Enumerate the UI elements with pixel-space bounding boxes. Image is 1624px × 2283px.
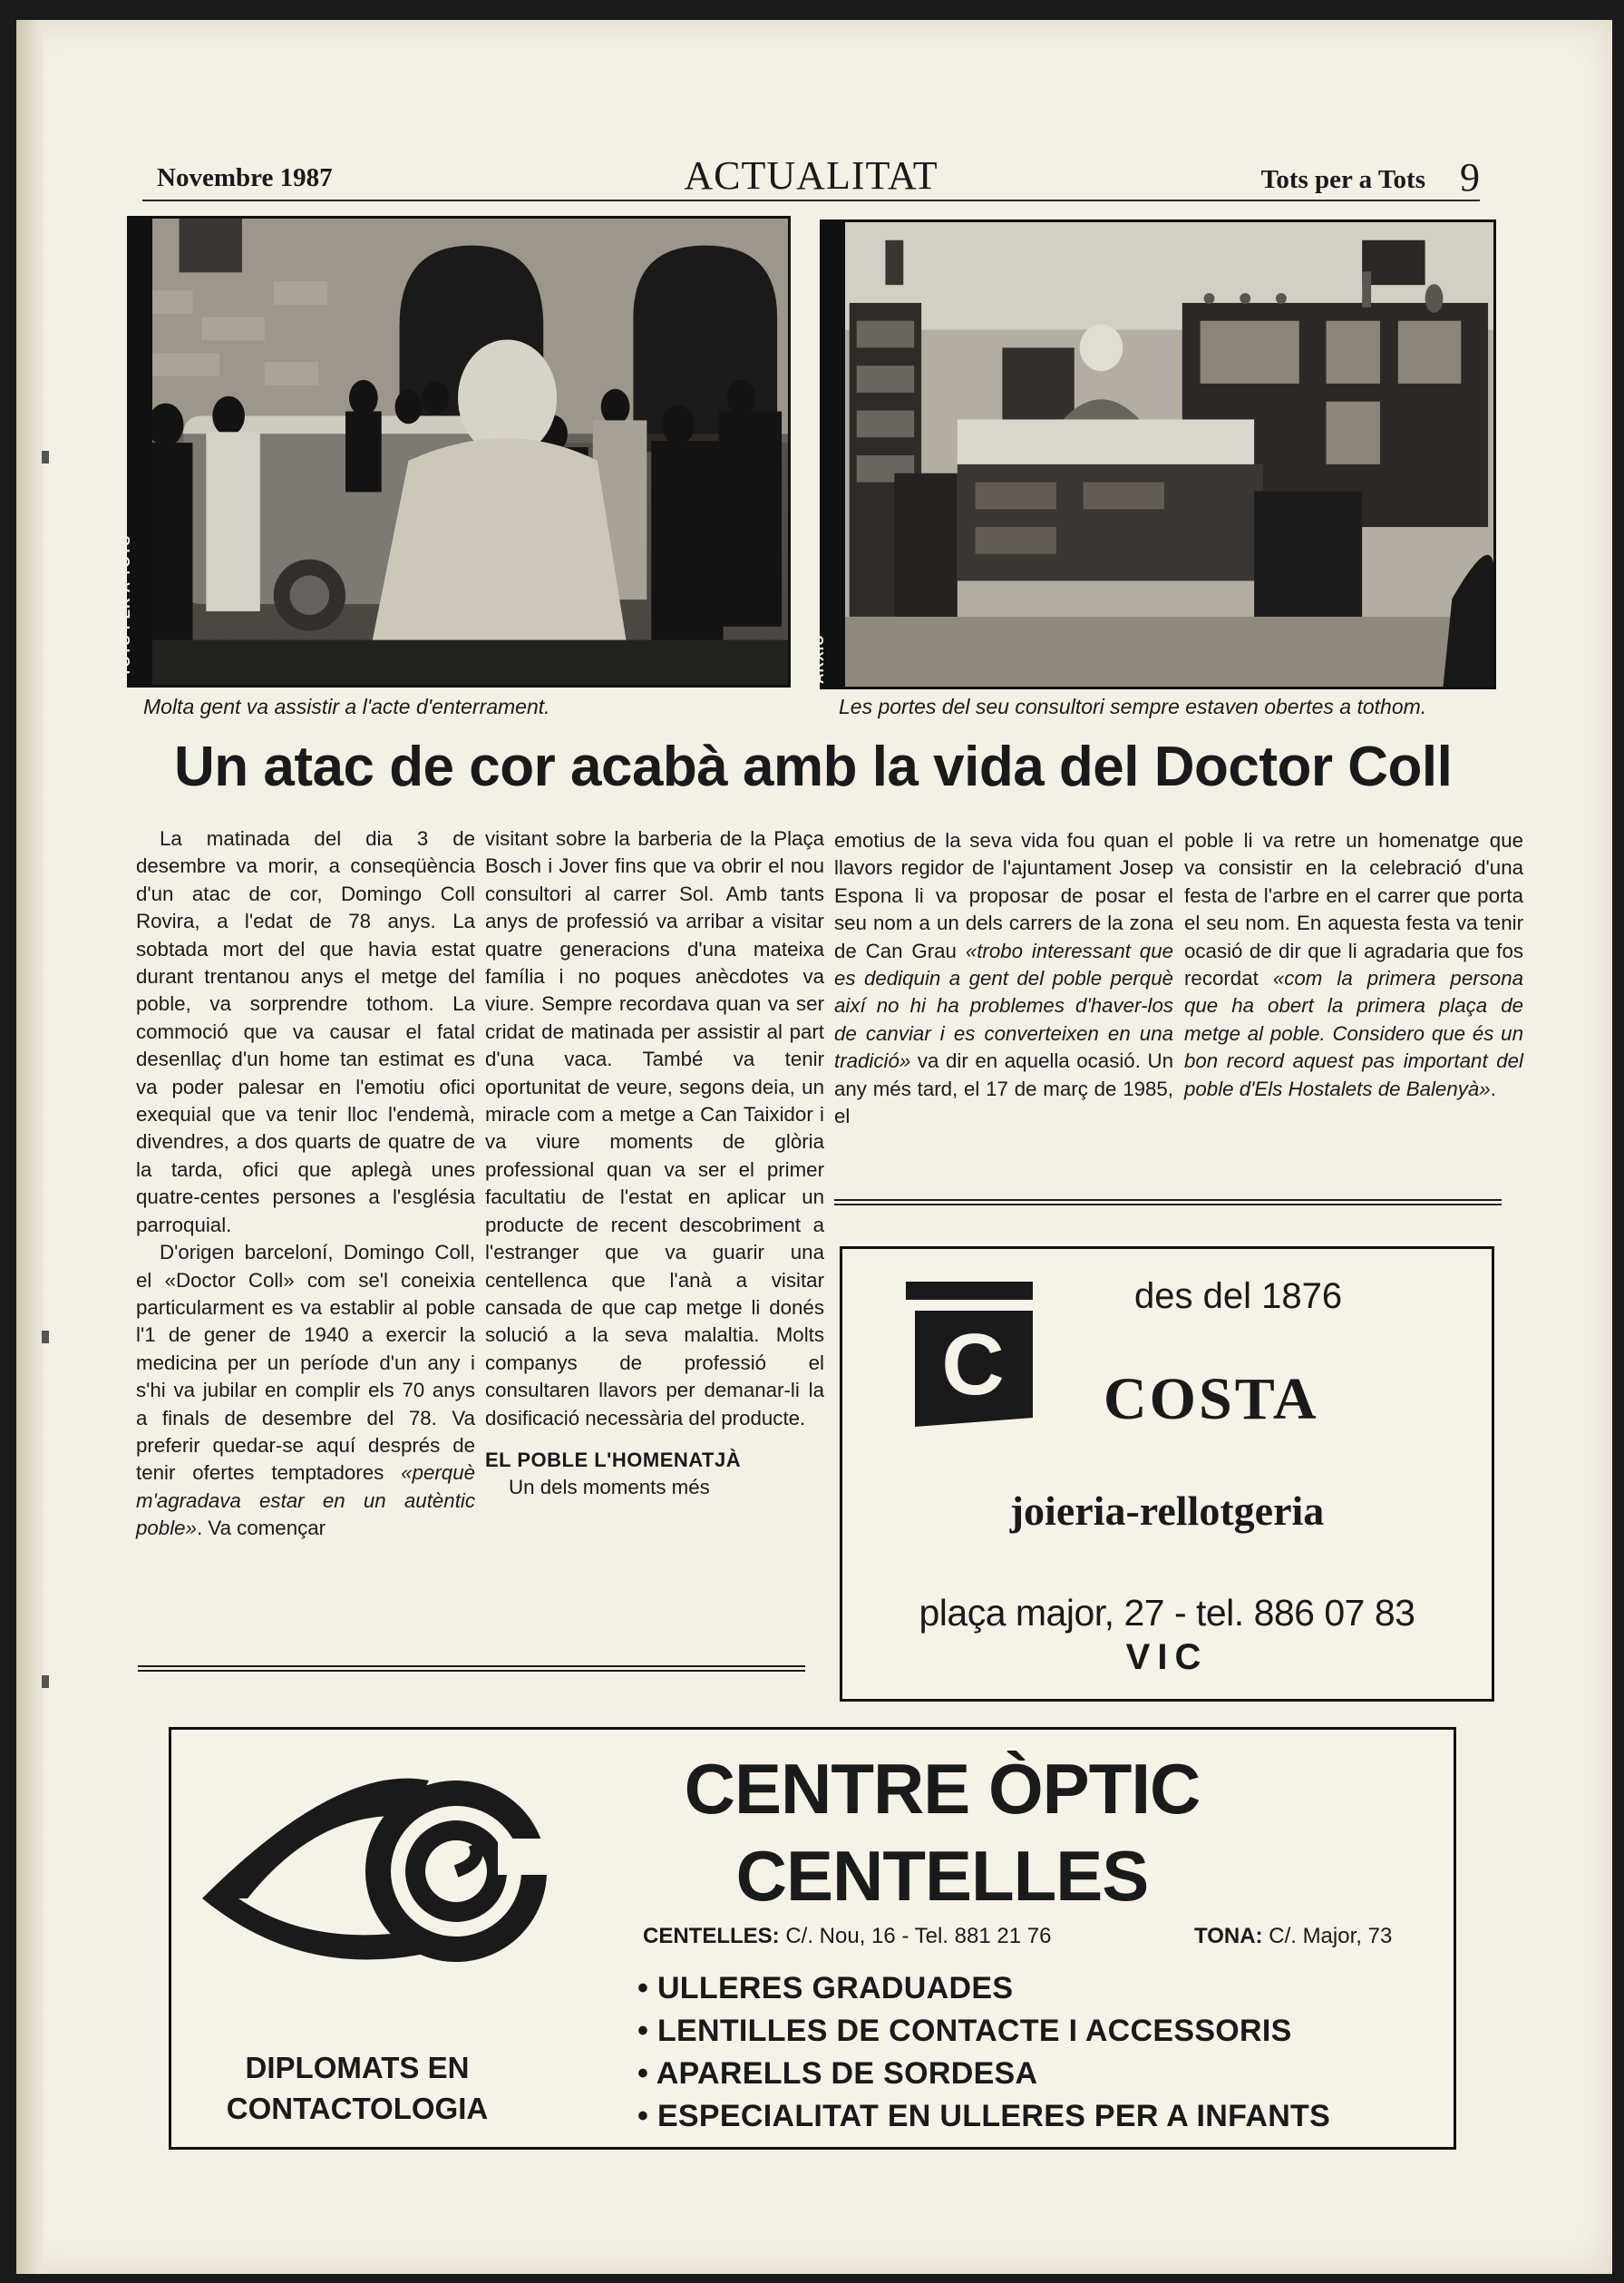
page-gutter [16,20,44,2274]
service-item: • APARELLS DE SORDESA [637,2053,1330,2095]
section-title: ACTUALITAT [684,153,938,198]
optic-name-line-1: CENTRE ÒPTIC [684,1749,1201,1829]
costa-logo-icon [906,1282,1033,1427]
article-column-3 [834,827,1173,1130]
eye-logo-icon [193,1762,556,1980]
quote: «com la primera persona que ha obert la primera plaça de metge al poble. Considero que és un bon record aquest pas important del poble d'Els Hostalets de Balenyà» [1184,967,1523,1100]
article-column-2 [485,825,824,1502]
optic-name-line-2: CENTELLES [735,1836,1149,1916]
article-paragraph: D'origen barceloní, Domingo Coll, el «Doctor Coll» com se'l coneixia particularment es va establir al poble l'1 de gener de 1940 a exercir la medicina per un període d'un any i s'hi va jubilar en complir els 70 anys a finals de desembre del 78. Va preferir quedar-se aquí després de tenir ofertes temptadores «perquè m'agradava estar en un autèntic poble». Va començar [136,1241,475,1540]
optic-address-centelles: CENTELLES: C/. Nou, 16 - Tel. 881 21 76 [643,1924,1052,1948]
costa-jewellery-ad [840,1246,1494,1702]
page-number: 9 [1460,155,1480,200]
article-paragraph: visitant sobre la barberia de la Plaça Bosch i Jover fins que va obrir el nou consultori al carrer Sol. Amb tants anys de professió va arribar a visitar quatre generacions d'una mateixa família i no poques anècdotes va viure. Sempre recordava quan va ser cridat de matinada per assistir al part d'una vaca. També va tenir oportunitat de veure, segons deia, un miracle com a metge a Can Taixidor i va viure moments de glòria professional quan va ser el primer facultatiu de l'estat en aplicar un producte de recent descobriment a l'estranger que va guarir una centellenca que l'anà a visitar cansada de que cap metge li donés solució a la seva malaltia. Molts companys de professió el consultaren llavors per demanar-li la dosificació necessària del producte. [485,827,824,1429]
article-column-4 [1184,827,1523,1103]
photo-caption-right: Les portes del seu consultori sempre estaven obertes a tothom. [839,695,1427,718]
quote: «trobo interessant que es dediquin a gent del poble perquè així no hi ha problemes d'haver-los de canviar i es converteixen en una tradició» [834,939,1173,1073]
photo-credit-left: TOTS PER A TOTS [118,534,133,677]
costa-since: des del 1876 [1134,1276,1343,1316]
quote: «perquè m'agradava estar en un autèntic poble» [136,1461,475,1540]
photo-credit-right: ARXIU [812,634,827,684]
page-header [142,154,1480,201]
publication-name: Tots per a Tots [1260,165,1425,194]
column-divider-rule [138,1665,805,1672]
service-item: • ESPECIALITAT EN ULLERES PER A INFANTS [637,2095,1330,2138]
optic-services-list [637,1967,1330,2138]
centre-optic-ad [169,1727,1456,2150]
optic-diploma: DIPLOMATS EN CONTACTOLOGIA [226,2051,489,2125]
service-item: • LENTILLES DE CONTACTE I ACCESSORIS [637,2010,1330,2053]
article-paragraph: emotius de la seva vida fou quan el llavors regidor de l'ajuntament Josep Espona li va proposar de posar el seu nom a un dels carrers de la zona de Can Grau «trobo interessant que es dediquin a gent del poble perquè així no hi ha problemes d'haver-los de canviar i es converteixen en una tradició» va dir en aquella ocasió. Un any més tard, el 17 de març de 1985, el [834,829,1173,1128]
binding-mark [42,1675,49,1688]
column-divider-rule [834,1199,1502,1205]
article-column-1 [136,825,475,1543]
costa-name: COSTA [1104,1366,1319,1432]
doctor-office-photo [820,220,1496,689]
service-item: • ULLERES GRADUADES [637,1967,1330,2010]
article-paragraph: Un dels moments més [509,1476,710,1499]
article-paragraph: poble li va retre un homenatge que va consistir en la celebració d'una festa de l'arbre en el carrer que porta el seu nom. En aquesta festa va tenir ocasió de dir que li agradaria que fos recordat «com la primera persona que ha obert la primera plaça de metge al poble. Considero que és un bon record aquest pas important del poble d'Els Hostalets de Balenyà». [1184,829,1523,1100]
photo-credit-band [820,220,845,689]
article-subhead: EL POBLE L'HOMENATJÀ [485,1448,742,1471]
costa-address: plaça major, 27 - tel. 886 07 83 [919,1592,1415,1634]
binding-mark [42,1331,49,1343]
costa-city: VIC [1125,1637,1209,1677]
svg-text:C: C [941,1316,1005,1413]
optic-address-tona: TONA: C/. Major, 73 [1194,1924,1393,1948]
costa-trade: joieria-rellotgeria [1009,1488,1325,1534]
photo-caption-left: Molta gent va assistir a l'acte d'enterrament. [143,695,550,718]
article-paragraph: La matinada del dia 3 de desembre va morir, a conseqüència d'un atac de cor, Domingo Coll Rovira, a l'edat de 78 anys. La sobtada mort del que havia estat durant trentanou anys el metge del poble, va sorprendre tothom. La commoció que va causar el fatal desenllaç d'un home tan estimat es va poder palesar en l'emotiu ofici exequial que va tenir lloc l'endemà, divendres, a dos quarts de quatre de la tarda, ofici que aplegà unes quatre-centes persones a l'església parroquial. [136,827,475,1236]
issue-date: Novembre 1987 [157,163,333,192]
article-headline: Un atac de cor acabà amb la vida del Doctor Coll [174,736,1453,798]
funeral-crowd-photo [127,216,791,688]
binding-mark [42,451,49,463]
